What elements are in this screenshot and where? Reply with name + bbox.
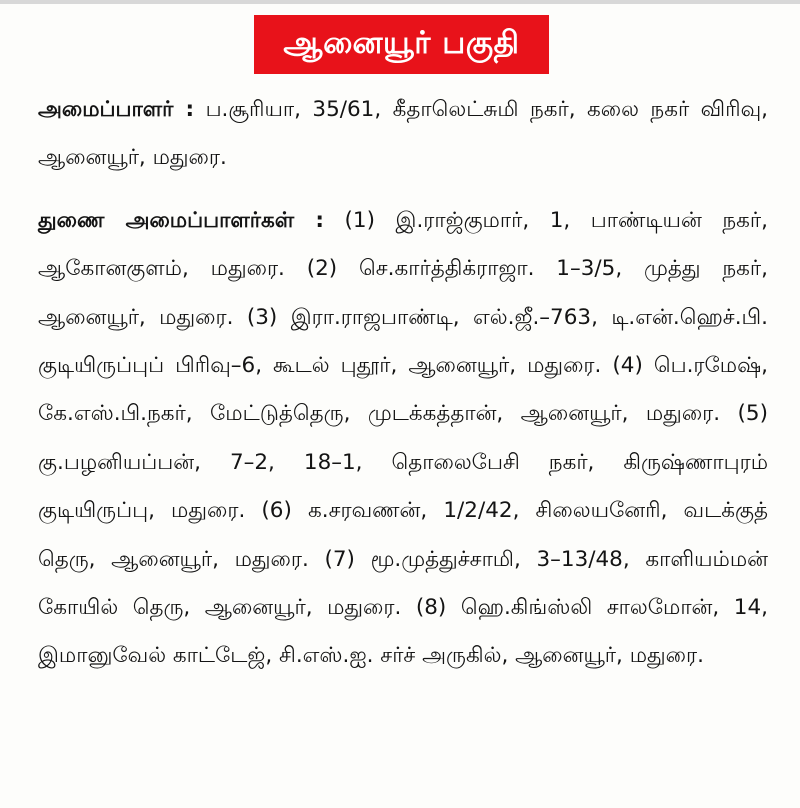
top-divider [0, 0, 800, 4]
deputy-organisers-paragraph [38, 197, 768, 681]
organiser-paragraph [38, 86, 768, 183]
section-title: ஆனையூர் பகுதி [283, 24, 520, 61]
organiser-label: அமைப்பாளர் : [38, 97, 195, 122]
deputy-organisers-details: (1) இ.ராஜ்குமார், 1, பாண்டியன் நகர், ஆகோனகுளம், மதுரை. (2) செ.கார்த்திக்ராஜா. 1–3/5, முத்து நகர், ஆனையூர், மதுரை. (3) இரா.ராஜபாண்டி, எல்.ஜீ.–763, டி.என்.ஹெச்.பி. குடியிருப்புப் பிரிவு–6, கூடல் புதூர், ஆனையூர், மதுரை. (4) பெ.ரமேஷ், கே.எஸ்.பி.நகர், மேட்டுத்தெரு, முடக்கத்தான், ஆனையூர், மதுரை. (5) கு.பழனியப்பன், 7–2, 18–1, தொலைபேசி நகர், கிருஷ்ணாபுரம் குடியிருப்பு, மதுரை. (6) க.சரவணன், 1/2/42, சிலையனேரி, வடக்குத் தெரு, ஆனையூர், மதுரை. (7) மூ.முத்துச்சாமி, 3–13/48, காளியம்மன் கோயில் தெரு, ஆனையூர், மதுரை. (8) ஹெ.கிங்ஸ்லி சாலமோன், 14, இமானுவேல் காட்டேஜ், சி.எஸ்.ஐ. சர்ச் அருகில், ஆனையூர், மதுரை. [38, 207, 768, 669]
section-title-banner [254, 15, 549, 74]
article-body [38, 86, 768, 681]
organiser-details: ப.சூரியா, 35/61, கீதாலெட்சுமி நகர், கலை நகர் விரிவு, ஆனையூர், மதுரை. [38, 97, 768, 171]
deputy-organisers-label: துணை அமைப்பாளர்கள் : [38, 207, 324, 233]
